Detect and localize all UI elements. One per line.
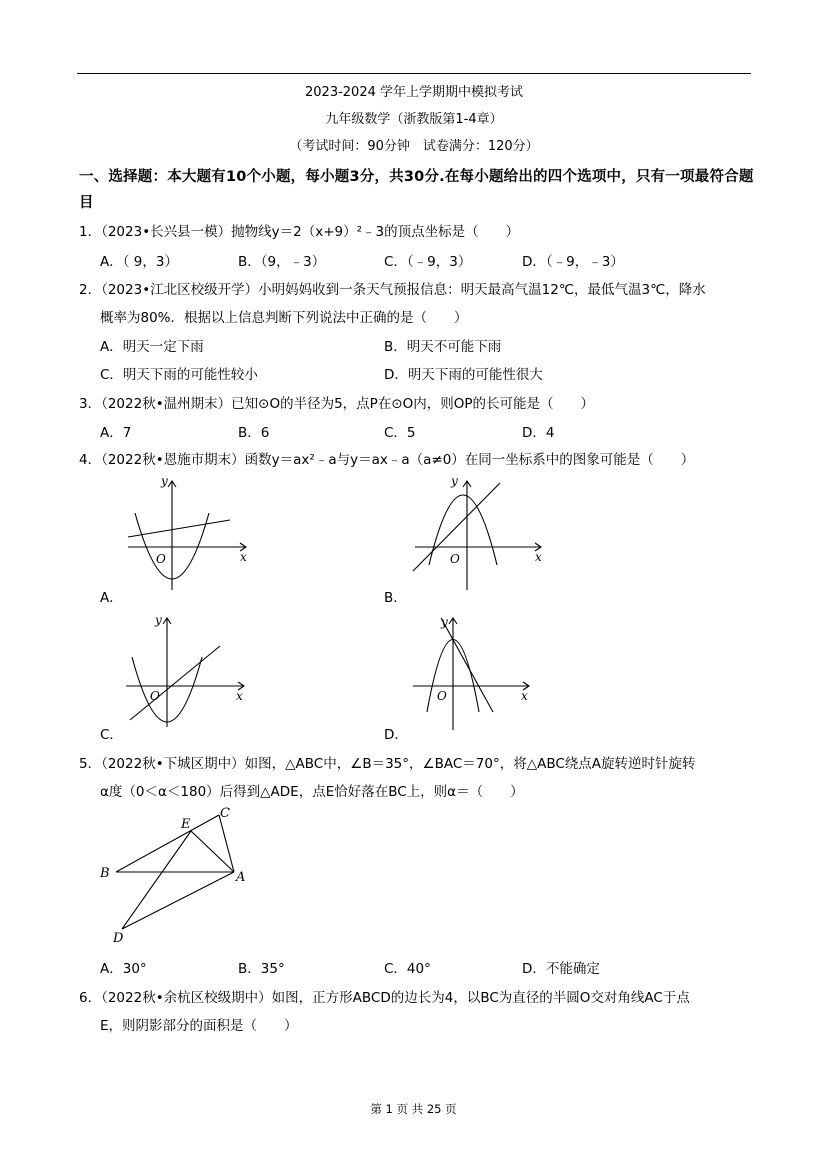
question-4-option-d: D． <box>384 727 408 743</box>
graph-c-line <box>130 646 220 720</box>
graph-b-parabola <box>429 495 497 565</box>
graph-d-line <box>441 618 493 712</box>
question-1-option-b: B．（9，﹣3） <box>238 254 326 270</box>
question-3-option-b: B．6 <box>238 425 270 441</box>
triangle-figure <box>96 803 256 948</box>
graph-d-y-label: y <box>441 615 448 629</box>
section-heading-line1: 一、选择题：本大题有10个小题，每小题3分，共30分.在每小题给出的四个选项中，只有一项最符合题 <box>79 169 754 185</box>
question-3-text: 3．（2022秋•温州期末）已知⊙O的半径为5，点P在⊙O内，则OP的长可能是（ ） <box>79 396 595 412</box>
question-6-line2: E，则阴影部分的面积是（ ） <box>100 1018 298 1034</box>
question-2-option-c: C．明天下雨的可能性较小 <box>100 367 258 383</box>
question-2-line2: 概率为80%．根据以上信息判断下列说法中正确的是（ ） <box>100 310 468 326</box>
question-1-text: 1．（2023•长兴县一模）抛物线y＝2（x+9）²﹣3的顶点坐标是（ ） <box>79 224 520 240</box>
graph-d-origin: O <box>437 689 447 703</box>
graph-b-y-label: y <box>451 474 458 488</box>
graph-b-origin: O <box>450 552 460 566</box>
question-5-line1: 5．（2022秋•下城区期中）如图，△ABC中，∠B＝35°，∠BAC＝70°，将△ABC绕点A旋转逆时针旋转 <box>79 756 696 772</box>
graph-b <box>405 475 555 595</box>
segment-da <box>122 872 234 929</box>
segment-ea <box>191 831 234 872</box>
question-5-option-a: A．30° <box>100 961 147 977</box>
question-5-option-d: D．不能确定 <box>522 961 600 977</box>
question-2-option-a: A．明天一定下雨 <box>100 339 204 355</box>
exam-title: 2023-2024 学年上学期期中模拟考试 <box>305 85 523 100</box>
question-4-option-a: A． <box>100 590 123 606</box>
graph-c-x-label: x <box>236 689 243 703</box>
question-4-option-c: C． <box>100 727 123 743</box>
question-5-option-c: C．40° <box>384 961 431 977</box>
graph-a-y-label: y <box>161 474 168 488</box>
question-1-option-d: D．（﹣9，﹣3） <box>522 254 624 270</box>
question-5-line2: α度（0＜α＜180）后得到△ADE，点E恰好落在BC上，则α＝（ ） <box>100 784 524 800</box>
graph-a <box>120 475 260 595</box>
header-rule <box>77 73 751 74</box>
exam-info: （考试时间：90分钟 试卷满分：120分） <box>289 139 539 154</box>
graph-c <box>120 612 260 732</box>
question-2-option-d: D．明天下雨的可能性很大 <box>384 367 543 383</box>
point-e-label: E <box>181 817 191 832</box>
question-3-option-c: C．5 <box>384 425 416 441</box>
graph-a-x-label: x <box>240 550 247 564</box>
graph-d-x-label: x <box>521 689 528 703</box>
graph-d <box>405 612 545 732</box>
question-5-option-b: B．35° <box>238 961 285 977</box>
point-d-label: D <box>113 931 124 946</box>
point-b-label: B <box>100 866 110 881</box>
question-3-option-a: A．7 <box>100 425 132 441</box>
page-footer: 第 1 页 共 25 页 <box>370 1102 457 1116</box>
graph-a-line <box>128 520 230 537</box>
exam-subtitle: 九年级数学（浙教版第1-4章） <box>325 112 503 127</box>
section-heading-line2: 目 <box>79 195 94 211</box>
question-2-line1: 2．（2023•江北区校级开学）小明妈妈收到一条天气预报信息：明天最高气温12℃，最低气温3℃，降水 <box>79 282 706 298</box>
graph-b-x-label: x <box>535 550 542 564</box>
segment-ed <box>122 831 191 929</box>
question-3-option-d: D．4 <box>522 425 555 441</box>
question-1-option-a: A．（ 9，3） <box>100 254 178 270</box>
graph-c-y-label: y <box>155 613 162 627</box>
question-2-option-b: B．明天不可能下雨 <box>384 339 502 355</box>
question-4-text: 4．（2022秋•恩施市期末）函数y＝ax²﹣a与y＝ax﹣a（a≠0）在同一坐标系中的图象可能是（ ） <box>79 452 695 468</box>
point-c-label: C <box>220 806 230 821</box>
question-6-line1: 6．（2022秋•余杭区校级期中）如图，正方形ABCD的边长为4，以BC为直径的半圆O交对角线AC于点 <box>79 990 690 1006</box>
point-a-label: A <box>236 870 246 885</box>
question-1-option-c: C．（﹣9，3） <box>384 254 472 270</box>
graph-c-origin: O <box>150 689 160 703</box>
question-4-option-b: B． <box>384 590 407 606</box>
graph-a-origin: O <box>156 552 166 566</box>
segment-ca <box>219 815 234 872</box>
